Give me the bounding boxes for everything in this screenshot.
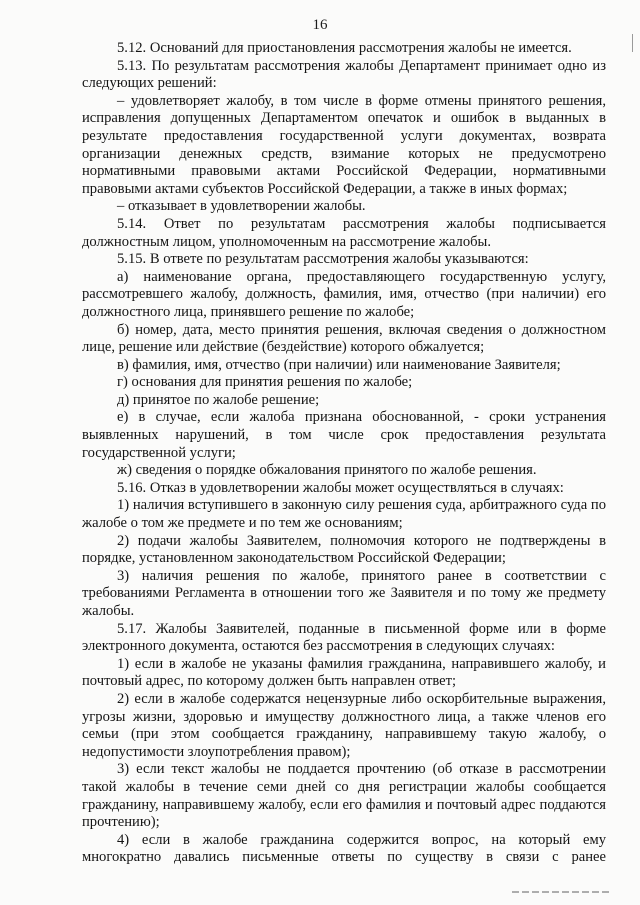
page-number: 16 xyxy=(312,17,328,33)
paragraph-5-13-satisfy: – удовлетворяет жалобу, в том числе в форме отмены принятого решения, исправления допущенных Департаментом опечаток и ошибок в выданных в результате предоставления государственной услуги документах, возврата организации денежных средств, взимание которых не предусмотрено нормативными правовыми актами Российской Федерации, нормативными правовыми актами субъектов Российской Федерации, а также в иных формах; xyxy=(82,92,606,197)
paragraph-5-17: 5.17. Жалобы Заявителей, поданные в письменной форме или в форме электронного документа, остаются без рассмотрения в следующих случаях: xyxy=(82,620,606,655)
paragraph-5-13: 5.13. По результатам рассмотрения жалобы Департамент принимает одно из следующих решений: xyxy=(82,57,606,92)
paragraph-5-12: 5.12. Оснований для приостановления рассмотрения жалобы не имеется. xyxy=(117,40,572,56)
paragraph-5-17-3: 3) если текст жалобы не поддается прочтению (об отказе в рассмотрении такой жалобы в течение семи дней со дня регистрации жалобы сообщается гражданину, направившему жалобу, если его фамилия и почтовый адрес поддаются прочтению); xyxy=(82,761,606,831)
paragraph-5-16: 5.16. Отказ в удовлетворении жалобы может осуществляться в случаях: xyxy=(117,479,564,496)
paragraph-5-15: 5.15. В ответе по результатам рассмотрения жалобы указываются: xyxy=(117,251,529,268)
scan-edge-mark xyxy=(632,34,636,52)
paragraph-5-14: 5.14. Ответ по результатам рассмотрения жалобы подписывается должностным лицом, уполномоченным на рассмотрение жалобы. xyxy=(82,215,606,250)
paragraph-5-15-v: в) фамилия, имя, отчество (при наличии) или наименование Заявителя; xyxy=(117,356,561,373)
paragraph-5-16-2: 2) подачи жалобы Заявителем, полномочия которого не подтверждены в порядке, установленном законодательством Российской Федерации; xyxy=(82,532,606,567)
paragraph-5-15-zh: ж) сведения о порядке обжалования принятого по жалобе решения. xyxy=(117,462,537,479)
document-body xyxy=(82,40,606,867)
paragraph-5-15-d: д) принятое по жалобе решение; xyxy=(117,391,320,408)
paragraph-5-16-3: 3) наличия решения по жалобе, принятого ранее в соответствии с требованиями Регламента в отношении того же Заявителя и по тому же предмету жалобы. xyxy=(82,567,606,619)
scan-artifact-strip xyxy=(512,891,612,893)
paragraph-5-15-g: г) основания для принятия решения по жалобе; xyxy=(117,374,413,391)
paragraph-5-13-refuse: – отказывает в удовлетворении жалобы. xyxy=(117,198,366,215)
paragraph-5-15-b: б) номер, дата, место принятия решения, включая сведения о должностном лице, решение или действие (бездействие) которого обжалуется; xyxy=(82,321,606,356)
paragraph-5-17-1: 1) если в жалобе не указаны фамилия гражданина, направившего жалобу, и почтовый адрес, по которому должен быть направлен ответ; xyxy=(82,655,606,690)
paragraph-5-17-2: 2) если в жалобе содержатся нецензурные либо оскорбительные выражения, угрозы жизни, здоровью и имуществу должностного лица, а также членов его семьи (при этом сообщается гражданину, направившему такую жалобу, о недопустимости злоупотребления правом); xyxy=(82,690,606,760)
paragraph-5-15-a: а) наименование органа, предоставляющего государственную услугу, рассмотревшего жалобу, должность, фамилия, имя, отчество (при наличии) его должностного лица, принявшего решение по жалобе; xyxy=(82,268,606,320)
paragraph-5-16-1: 1) наличия вступившего в законную силу решения суда, арбитражного суда по жалобе о том же предмете и по тем же основаниям; xyxy=(82,497,606,532)
paragraph-5-17-4: 4) если в жалобе гражданина содержится вопрос, на который ему многократно давались письменные ответы по существу в связи с ранее xyxy=(82,831,606,866)
paragraph-5-15-e: е) в случае, если жалоба признана обоснованной, - сроки устранения выявленных нарушений, в том числе срок предоставления результата государственной услуги; xyxy=(82,409,606,461)
